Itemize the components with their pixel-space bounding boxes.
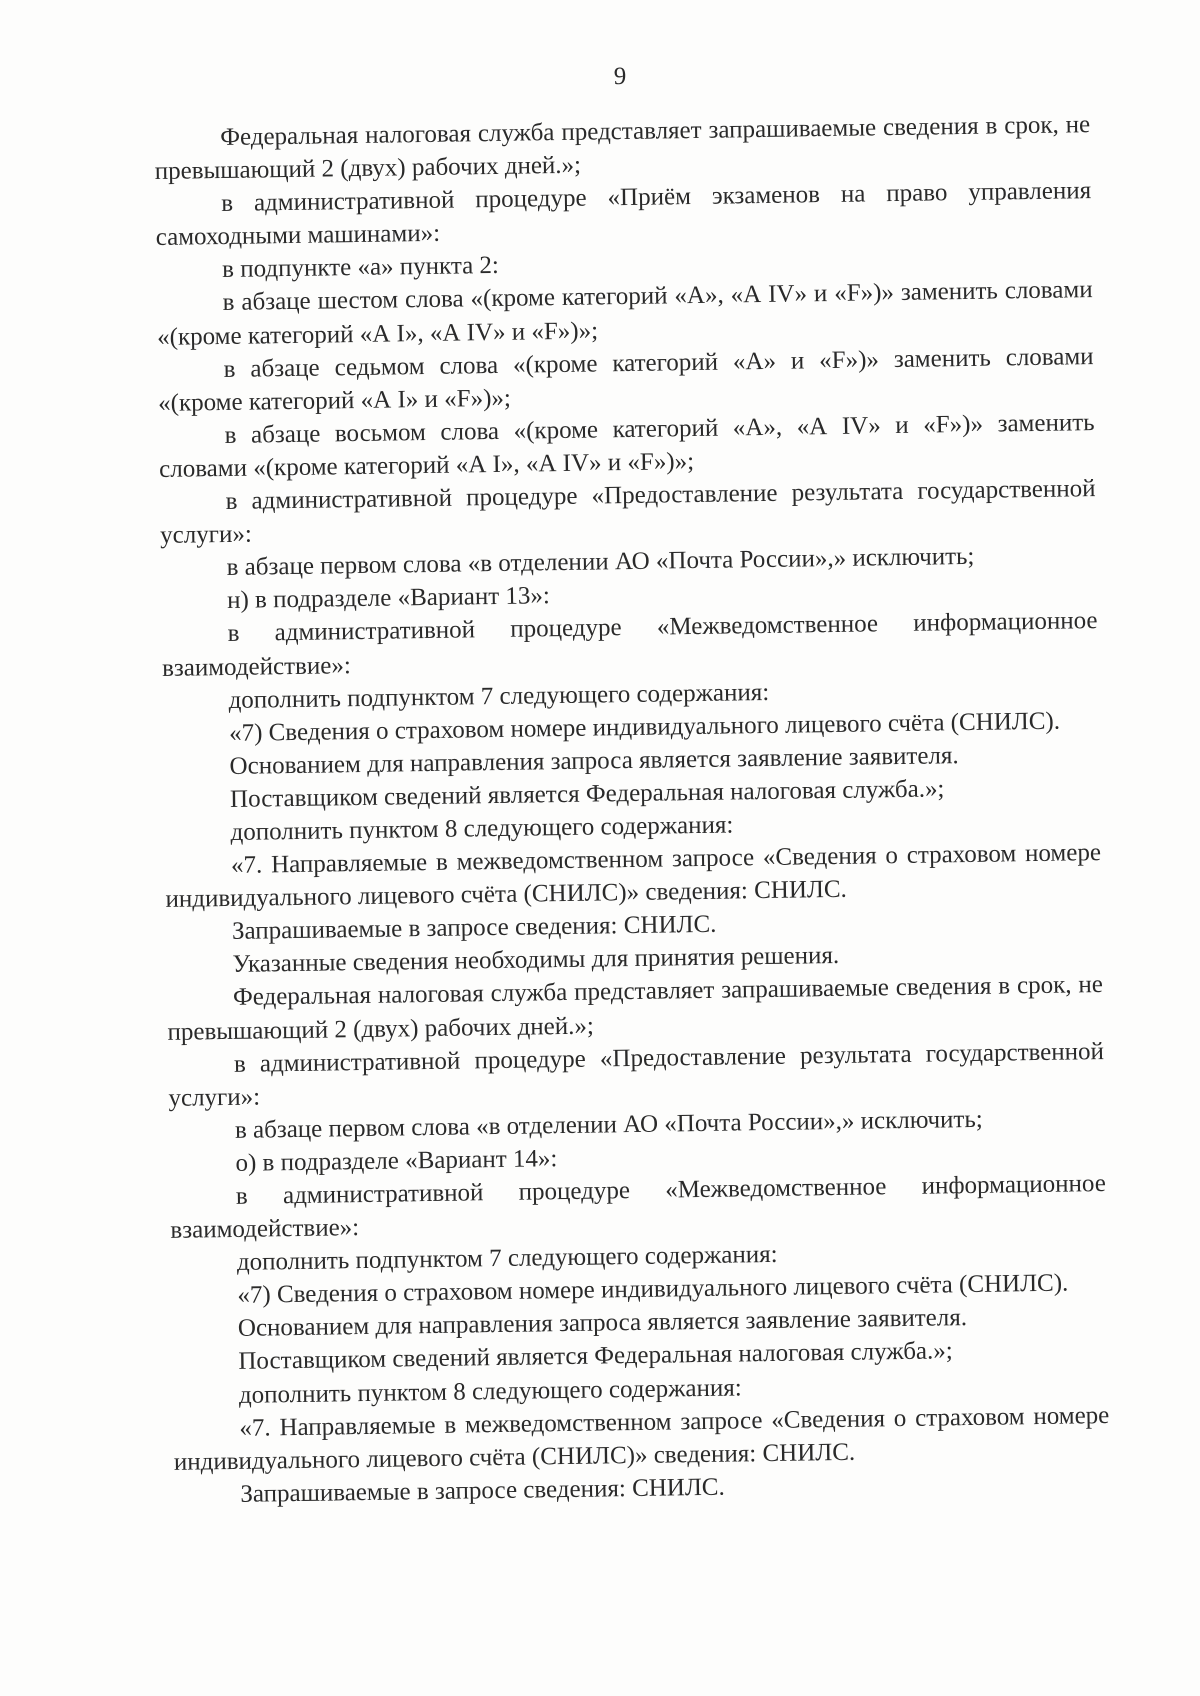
document-body: [154, 108, 1111, 1512]
paragraph: Основанием для направления запроса является заявление заявителя.: [229, 741, 959, 780]
paragraph: Поставщиком сведений является Федеральная налоговая служба.»;: [229, 775, 945, 813]
paragraph: в абзаце первом слова «в отделении АО «Почта России»,» исключить;: [234, 1105, 983, 1144]
paragraph: «7) Сведения о страховом номере индивидуального лицевого счёта (СНИЛС).: [228, 707, 1061, 747]
paragraph: Запрашиваемые в запросе сведения: СНИЛС.: [231, 910, 717, 946]
paragraph: в административной процедуре «Предоставление результата государственной услуги»:: [159, 475, 1096, 550]
paragraph: «7) Сведения о страховом номере индивидуального лицевого счёта (СНИЛС).: [237, 1269, 1069, 1310]
page-number: 9: [613, 63, 627, 90]
paragraph: дополнить пунктом 8 следующего содержания:: [238, 1373, 742, 1409]
paragraph: в административной процедуре «Приём экзаменов на право управления самоходными машинами»:: [155, 177, 1092, 252]
paragraph: Федеральная налоговая служба представляет запрашиваемые сведения в срок, не превышающий 2 (двух) рабочих дней.»;: [154, 111, 1091, 186]
paragraph: о) в подразделе «Вариант 14»:: [235, 1145, 558, 1177]
paragraph: Поставщиком сведений является Федеральная налоговая служба.»;: [238, 1337, 953, 1376]
paragraph: н) в подразделе «Вариант 13»:: [226, 582, 551, 615]
paragraph: в административной процедуре «Межведомственное информационное взаимодействие»:: [170, 1169, 1107, 1244]
paragraph: Запрашиваемые в запросе сведения: СНИЛС.: [240, 1473, 725, 1508]
paragraph: в административной процедуре «Межведомственное информационное взаимодействие»:: [161, 607, 1098, 682]
paragraph: в абзаце первом слова «в отделении АО «Почта России»,» исключить;: [226, 543, 975, 582]
paragraph: в подпункте «а» пункта 2:: [222, 252, 500, 284]
paragraph: дополнить пунктом 8 следующего содержания:: [230, 811, 734, 846]
paragraph: «7. Направляемые в межведомственном запросе «Сведения о страховом номере индивидуального лицевого счёта (СНИЛС)» сведения: СНИЛС.: [173, 1401, 1110, 1476]
paragraph: Основанием для направления запроса является заявление заявителя.: [237, 1304, 968, 1343]
paragraph: в абзаце шестом слова «(кроме категорий «А», «А IV» и «F»)» заменить словами «(кроме категорий «А I», «А IV» и «F»)»;: [156, 276, 1093, 351]
paragraph: в абзаце восьмом слова «(кроме категорий «А», «А IV» и «F»)» заменить словами «(кроме категорий «А I», «А IV» и «F»)»;: [158, 408, 1095, 483]
paragraph: дополнить подпунктом 7 следующего содержания:: [236, 1241, 778, 1277]
paragraph: в абзаце седьмом слова «(кроме категорий «А» и «F»)» заменить словами «(кроме категорий «А I» и «F»)»;: [157, 342, 1094, 417]
paragraph: Федеральная налоговая служба представляет запрашиваемые сведения в срок, не превышающий 2 (двух) рабочих дней.»;: [167, 971, 1104, 1046]
paragraph: дополнить подпунктом 7 следующего содержания:: [228, 678, 770, 714]
paragraph: «7. Направляемые в межведомственном запросе «Сведения о страховом номере индивидуального лицевого счёта (СНИЛС)» сведения: СНИЛС.: [165, 839, 1102, 914]
paragraph: Указанные сведения необходимы для принятия решения.: [232, 942, 840, 979]
paragraph: в административной процедуре «Предоставление результата государственной услуги»:: [168, 1037, 1105, 1112]
